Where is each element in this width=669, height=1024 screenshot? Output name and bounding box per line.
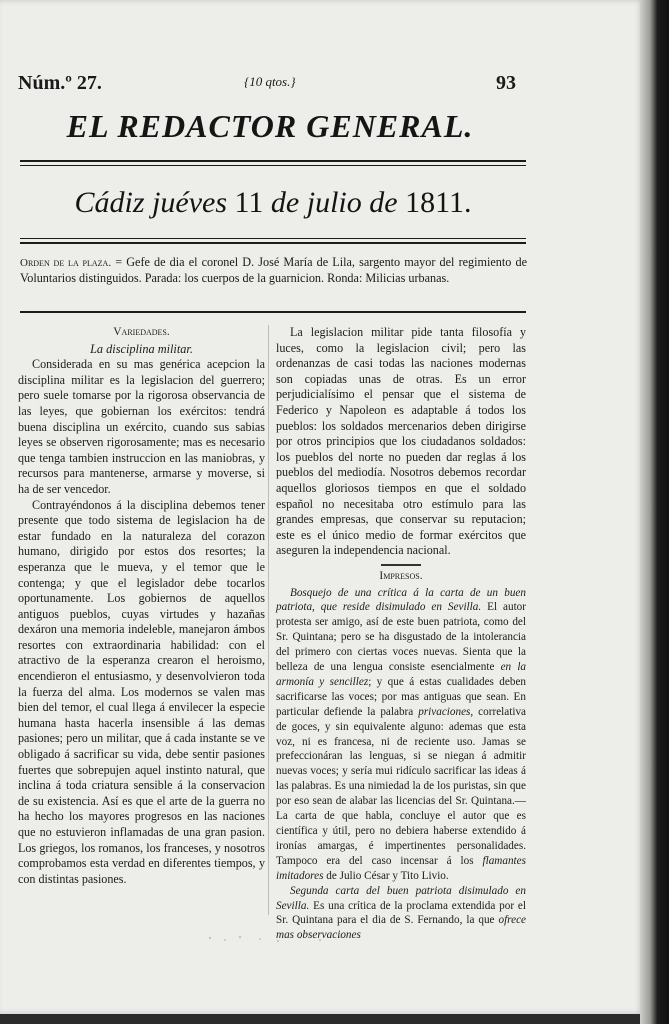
page-header bbox=[18, 72, 518, 102]
dateline bbox=[20, 186, 526, 220]
notice-2-body: Es una crítica de la proclama extendida por el Sr. Quintana para el dia de S. Fernando, la que bbox=[276, 899, 526, 927]
double-rule-top-b bbox=[20, 165, 526, 166]
dateline-place-day: Cádiz juéves bbox=[74, 186, 228, 219]
section-title-impresos: Impresos. bbox=[379, 569, 423, 582]
dateline-year: 1811. bbox=[405, 186, 472, 219]
section-rule bbox=[20, 311, 526, 313]
page-edge-shadow bbox=[640, 0, 669, 1024]
plaza-orders-text: = Gefe de dia el coronel D. José María de Lila, sargento mayor del regimiento de Voluntarios distinguidos. Parada: los cuerpos de la guarnicion. Ronda: Milicias urbanas. bbox=[20, 255, 528, 285]
dateline-day: 11 bbox=[234, 186, 264, 219]
notice-1-body: ; y que á estas cualidades deben sacrificarse las voces; por mas antiguas que sean. En particular defiende la palabra bbox=[276, 675, 527, 718]
double-rule-mid-a bbox=[20, 238, 526, 239]
notice-2-title: Segunda carta del buen patriota disimulado en Sevilla. bbox=[276, 884, 526, 912]
left-column bbox=[18, 325, 265, 887]
issue-number: Núm.º 27. bbox=[18, 72, 102, 94]
notice-1-body: El autor protesta ser amigo, así de este buen patriota, como del Sr. Quintana; pero se ha disgustado de la intolerancia del primero con ciertas voces nuevas. Sienta que la belleza de una lengua consiste esencialmente bbox=[276, 601, 526, 674]
price: {10 qtos.} bbox=[244, 74, 296, 89]
section-separator bbox=[381, 564, 421, 566]
notice-1-body: de Julio César y Tito Livio. bbox=[323, 869, 449, 882]
right-column bbox=[276, 325, 526, 943]
page-number: 93 bbox=[496, 72, 516, 94]
notice-1-body: , correlativa de goces, y sin equivalente alguno: ademas que esta voz, ni es francesa, ni de reciente uso. Jamas se prefeccionáran las lenguas, si se niegan á admitir nuevas voces; y sería mui ridículo sacrificar las ideas á las palabras. Es una nimiedad la de los puristas, sin que por eso sean de alabar las licencias del Sr. Quintana.— La carta de que habla, concluye el autor que es científica y útil, pero no debiera haberse extendido á ironías amargas, é impertinentes personalidades. Tampoco era del caso incensar á los bbox=[276, 705, 527, 867]
notice-1-title: Bosquejo de una crítica á la carta de un buen patriota, que reside disimulado en Sevilla. bbox=[276, 586, 526, 614]
notice-1-emphasis: privaciones bbox=[418, 705, 471, 718]
column-divider bbox=[268, 325, 269, 915]
article-paragraph: Considerada en su mas genérica acepcion la disciplina militar es la legislacion del guerrero; pero suele tomarse por la rigorosa observancia de las leyes, que gobiernan los exércitos: tendrá buena disciplina un exército, cuando sus sabias leyes se observen rigorosamente; mas es necesario que tenga tambien instruccion en las maniobras, y recursos para mantenerse, armarse y moverse, si ha de ser vencedor. bbox=[18, 357, 265, 496]
plaza-orders-label: Orden de la plaza. bbox=[20, 257, 112, 269]
plaza-orders bbox=[20, 255, 527, 286]
masthead-title: EL REDACTOR GENERAL. bbox=[66, 108, 474, 144]
bleed-through-marks bbox=[150, 930, 480, 950]
double-rule-top-a bbox=[20, 160, 526, 162]
article-paragraph: Contrayéndonos á la disciplina debemos tener presente que todo sistema de legislacion ha de estar fundado en la naturaleza del corazon humano, dirigido por estos dos resortes; la esperanza que le mueva, y el temor que le contenga; y que el legislador debe tocarlos oportunamente. Los gobiernos de aquellos antiguos pueblos, cuyas virtudes y hazañas dexáron una memoria indeleble, manejaron ámbos resortes con extraordinaria habilidad: con el atractivo de la esperanza crearon el heroismo, encendieron el entusiasmo, y desenvolvieron toda la fuerza del alma. Los modernos se valen mas bien del temor, el cual llega á envilecer la especie humana hasta hacerla insensible á las demas pasiones; pero un militar, que á cada instante se ve obligado á sacrificar su vida, debe sentir pasiones fuertes que sobrepujen aquel instinto natural, que inclina á toda criatura sensible á la conservacion de su existencia. Así es que el arte de la guerra no ha hecho los mayores progresos en las naciones que no estuvieron inflamadas de una gran pasion. Los griegos, los romanos, los franceses, y nosotros comprobamos esta verdad en diferentes tiempos, y con distintas pasiones. bbox=[18, 497, 265, 886]
double-rule-mid-b bbox=[20, 242, 526, 244]
dateline-month: de julio de bbox=[270, 186, 398, 219]
article-subtitle: La disciplina militar. bbox=[90, 341, 193, 356]
notice-1 bbox=[276, 586, 526, 884]
article-paragraph: La legislacion militar pide tanta filosofía y luces, como la legislacion civil; pero las ordenanzas de casi todas las naciones modernas son copiadas unas de otras. Es un error perjudicialísimo el pensar que el sistema de Federico y Napoleon es adaptable á todos los pueblos: los soldados mercenarios deben dirigirse por otros principios que los ciudadanos soldados: los pueblos del norte no pueden dar reglas á los pueblos del mediodía. Nosotros debemos recordar aquellos gloriosos tiempos en que el soldado español no necesitaba otro estímulo para las grandes empresas, que conservar su reputacion; este es el único medio de formar exércitos que aseguren la independencia nacional. bbox=[276, 325, 526, 558]
section-title-variedades: Variedades. bbox=[113, 326, 170, 338]
notice-2-emphasis: ofrece mas observaciones bbox=[276, 914, 527, 942]
notice-1-emphasis: flamantes imitadores bbox=[276, 854, 526, 882]
notice-1-emphasis: en la armonía y sencillez bbox=[276, 661, 527, 688]
